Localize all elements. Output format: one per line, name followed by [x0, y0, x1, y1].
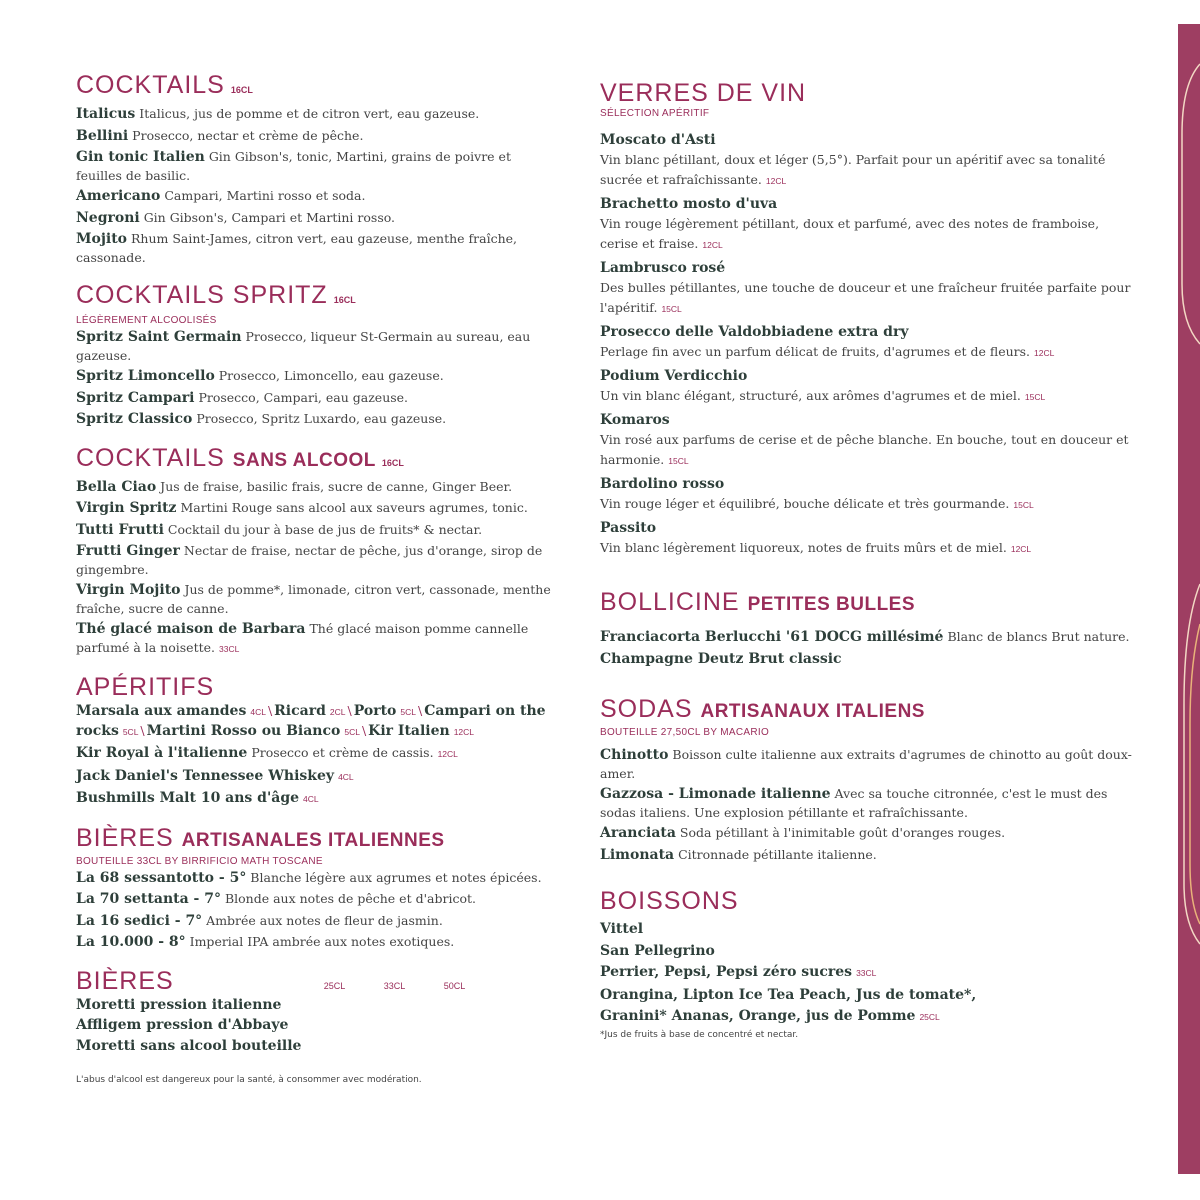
item-name: Affligem pression d'Abbaye: [76, 1017, 289, 1033]
item-name: Thé glacé maison de Barbara: [76, 621, 306, 637]
section-aperitifs: [76, 672, 556, 809]
list-item: [600, 1007, 1140, 1027]
section-vins: [600, 78, 1140, 557]
item-description: Rhum Saint-James, citron vert, eau gazeuse, menthe fraîche, cassonade.: [76, 231, 518, 265]
wine-description: Vin rouge léger et équilibré, bouche délicate et très gourmande.: [600, 496, 1010, 511]
list-item: [76, 581, 556, 617]
wine-item: [600, 131, 1140, 189]
wine-description: Des bulles pétillantes, une touche de douceur et une fraîcheur fruitée parfaite pour l'apéritif.: [600, 280, 1131, 315]
item-volume: 12CL: [453, 726, 475, 737]
list-item: [76, 912, 556, 931]
section-title: BOLLICINE PETITES BULLES: [600, 588, 916, 616]
wine-volume: 12CL: [1010, 544, 1032, 554]
item-description: Soda pétillant à l'inimitable goût d'oranges rouges.: [675, 825, 1006, 840]
list-item: Bushmills Malt 10 ans d'âge 4CL: [76, 790, 319, 806]
wine-volume: 15CL: [661, 304, 682, 314]
beer-header: [76, 966, 556, 996]
list-item: [76, 933, 556, 952]
right-column: [600, 78, 1140, 1054]
item-description: Prosecco, Limoncello, eau gazeuse.: [214, 368, 444, 383]
item-name: Spritz Saint Germain: [76, 329, 242, 345]
list-item: [76, 209, 556, 228]
item-name: Porto: [353, 703, 397, 719]
wine-item: [600, 323, 1140, 361]
section-title: SODAS ARTISANAUX ITALIENS: [600, 695, 925, 723]
list-item: [76, 148, 556, 184]
wine-name: Brachetto mosto d'uva: [600, 196, 778, 212]
list-item: [76, 410, 556, 429]
item-name: Virgin Spritz: [76, 500, 177, 516]
item-volume: 5CL: [122, 726, 139, 737]
list-item: [76, 620, 556, 658]
item-name: Bellini: [76, 127, 129, 144]
section-subtitle: SÉLECTION APÉRITIF: [600, 108, 710, 119]
item-name: Moretti sans alcool bouteille: [76, 1037, 302, 1054]
item-name: Gin tonic Italien: [76, 149, 205, 165]
wine-item: [600, 367, 1140, 405]
item-volume: 5CL: [344, 726, 360, 737]
list-item: [76, 230, 556, 266]
list-item: Jack Daniel's Tennessee Whiskey 4CL: [76, 767, 354, 784]
section-subtitle: LÉGÈREMENT ALCOOLISÉS: [76, 315, 217, 326]
item-name: Aranciata: [600, 825, 676, 841]
wine-item: [600, 411, 1140, 469]
list-item: [600, 628, 1140, 647]
item-name: Limonata: [600, 846, 675, 863]
wine-name: Lambrusco rosé: [600, 260, 726, 276]
wine-volume: 15CL: [1024, 392, 1046, 402]
section-bieres: [76, 966, 556, 1056]
wine-name: Passito: [600, 520, 657, 536]
item-name: Spritz Campari: [76, 389, 195, 406]
item-name: Americano: [76, 188, 161, 204]
alcohol-warning: L'abus d'alcool est dangereux pour la santé, à consommer avec modération.: [76, 1075, 422, 1085]
item-name: Campari on the rocks: [76, 703, 546, 739]
decorative-lines-icon: [1178, 24, 1200, 1174]
item-description: Blonde aux notes de pêche et d'abricot.: [220, 891, 476, 906]
wine-volume: 15CL: [1013, 500, 1034, 510]
list-item: [600, 920, 1140, 939]
item-volume: 2CL: [329, 707, 346, 717]
item-name: Tutti Frutti: [76, 521, 164, 538]
item-volume: 5CL: [400, 707, 416, 717]
item-name: Kir Italien: [368, 722, 450, 739]
item-name: Bella Ciao: [76, 478, 157, 495]
list-item: [600, 785, 1140, 821]
list-item: [76, 996, 556, 1015]
list-item: [600, 846, 1140, 865]
list-item: [76, 869, 556, 888]
wine-description: Vin blanc pétillant, doux et léger (5,5°). Parfait pour un apéritif avec sa tonalité sucrée et rafraîchissante.: [600, 152, 1106, 187]
section-sans-alcool: [76, 443, 556, 659]
item-name: Orangina, Lipton Ice Tea Peach, Jus de tomate*,: [600, 986, 977, 1003]
list-item: [76, 499, 556, 518]
section-bieres-artisanales: [76, 823, 556, 952]
list-item: [76, 478, 556, 497]
item-description: Blanc de blancs Brut nature.: [943, 629, 1130, 644]
list-item: [76, 890, 556, 909]
section-subtitle: BOUTEILLE 27,50CL BY MACARIO: [600, 727, 770, 738]
section-title: APÉRITIFS: [76, 673, 215, 701]
item-description: Boisson culte italienne aux extraits d'agrumes de chinotto au goût doux-amer.: [600, 747, 1132, 781]
list-item: [600, 650, 1140, 669]
beer-size-columns: [324, 981, 504, 991]
wine-item: [600, 259, 1140, 317]
wine-name: Podium Verdicchio: [600, 368, 748, 384]
item-description: Campari, Martini rosso et soda.: [160, 188, 366, 203]
section-title: COCKTAILS 16CL: [76, 71, 253, 99]
item-name: Ricard: [274, 703, 326, 719]
item-description: Prosecco, Campari, eau gazeuse.: [194, 389, 409, 405]
separator: \: [267, 703, 273, 718]
wine-item: [600, 519, 1140, 557]
item-name: Franciacorta Berlucchi '61 DOCG millésimé: [600, 629, 944, 645]
list-item: [600, 942, 1140, 961]
item-name: Spritz Classico: [76, 411, 193, 427]
item-description: Imperial IPA ambrée aux notes exotiques.: [185, 934, 455, 949]
item-name: Frutti Ginger: [76, 543, 180, 559]
section-title: BIÈRES ARTISANALES ITALIENNES: [76, 823, 445, 852]
wine-name: Komaros: [600, 412, 670, 428]
item-description: Italicus, jus de pomme et de citron vert, eau gazeuse.: [135, 106, 480, 121]
section-title: VERRES DE VIN: [600, 79, 807, 107]
item-name: Gazzosa - Limonade italienne: [600, 786, 831, 802]
wine-name: Bardolino rosso: [600, 476, 725, 492]
separator: \: [417, 703, 423, 718]
wine-volume: 12CL: [702, 240, 723, 250]
decorative-band: [1178, 24, 1200, 1174]
item-description: Gin Gibson's, tonic, Martini, grains de poivre et feuilles de basilic.: [76, 149, 511, 183]
item-description: Cocktail du jour à base de jus de fruits* & nectar.: [163, 521, 483, 537]
beer-size-label: 33CL: [383, 980, 406, 991]
list-item: [76, 367, 556, 386]
wine-name: Moscato d'Asti: [600, 132, 716, 148]
wine-name: Prosecco delle Valdobbiadene extra dry: [600, 324, 909, 340]
item-volume: 33CL: [856, 968, 877, 978]
item-name: Vittel: [600, 921, 644, 937]
wine-description: Vin rosé aux parfums de cerise et de pêche blanche. En bouche, tout en douceur et harmonie.: [600, 432, 1129, 467]
separator: \: [361, 722, 367, 738]
section-cocktails: [76, 70, 556, 266]
list-item: [600, 824, 1140, 843]
separator: \: [140, 722, 145, 738]
wine-volume: 12CL: [765, 176, 787, 186]
item-description: Avec sa touche citronnée, c'est le must des sodas italiens. Une explosion pétillante et rafraîchissante.: [600, 786, 1108, 820]
separator: \: [347, 703, 352, 718]
item-name: Spritz Limoncello: [76, 368, 215, 384]
list-item: [76, 127, 556, 146]
list-item: [76, 328, 556, 364]
list-item: [76, 521, 556, 540]
list-item: [600, 746, 1140, 782]
item-description: Jus de pomme*, limonade, citron vert, cassonade, menthe fraîche, sucre de canne.: [76, 582, 551, 616]
section-sodas: [600, 694, 1140, 864]
section-title: COCKTAILS SPRITZ 16CL: [76, 281, 356, 309]
item-name: Champagne Deutz Brut classic: [600, 650, 842, 667]
list-item: [76, 105, 556, 124]
juice-footnote: *Jus de fruits à base de concentré et nectar.: [600, 1029, 799, 1040]
wine-volume: 12CL: [1034, 348, 1055, 358]
item-name: La 10.000 - 8°: [76, 934, 186, 950]
list-item: [600, 986, 1140, 1005]
list-item: [76, 389, 556, 408]
item-name: Marsala aux amandes: [76, 703, 247, 719]
list-item: Kir Royal à l'italienne Prosecco et crème de cassis. 12CL: [76, 745, 458, 761]
item-description: Blanche légère aux agrumes et notes épicées.: [246, 869, 542, 885]
item-name: San Pellegrino: [600, 942, 715, 959]
item-volume: 4CL: [250, 707, 266, 717]
aperitif-line: [76, 702, 556, 741]
item-name: Chinotto: [600, 747, 669, 763]
section-subtitle: BOUTEILLE 33CL BY BIRRIFICIO MATH TOSCANE: [76, 855, 323, 867]
wine-description: Vin blanc légèrement liquoreux, notes de fruits mûrs et de miel.: [600, 540, 1007, 555]
item-description: Thé glacé maison pomme cannelle parfumé à la noisette.: [76, 621, 529, 655]
section-spritz: [76, 280, 556, 429]
list-item: [76, 1016, 556, 1035]
item-volume: 25CL: [919, 1012, 940, 1022]
item-name: Martini Rosso ou Bianco: [146, 722, 341, 739]
item-description: Martini Rouge sans alcool aux saveurs agrumes, tonic.: [176, 500, 528, 515]
item-name: Perrier, Pepsi, Pepsi zéro sucres: [600, 964, 853, 980]
item-description: Nectar de fraise, nectar de pêche, jus d'orange, sirop de gingembre.: [76, 543, 543, 577]
item-name: Mojito: [76, 231, 128, 247]
wine-volume: 15CL: [668, 456, 689, 466]
item-description: Prosecco, Spritz Luxardo, eau gazeuse.: [192, 411, 447, 426]
wine-description: Perlage fin avec un parfum délicat de fruits, d'agrumes et de fleurs.: [600, 344, 1031, 359]
item-description: Jus de fraise, basilic frais, sucre de canne, Ginger Beer.: [156, 478, 513, 494]
left-column: [76, 70, 556, 1094]
list-item: [600, 963, 1140, 983]
list-item: [76, 187, 556, 206]
list-item: [76, 542, 556, 578]
beer-size-label: 50CL: [443, 980, 466, 991]
item-name: La 68 sessantotto - 5°: [76, 869, 247, 886]
item-name: Virgin Mojito: [76, 582, 181, 598]
list-item: [76, 1037, 556, 1056]
section-bollicine: [600, 587, 1140, 668]
section-title: BIÈRES: [76, 966, 174, 995]
item-description: Citronnade pétillante italienne.: [674, 846, 877, 862]
item-description: Prosecco, nectar et crème de pêche.: [128, 127, 364, 143]
section-boissons: [600, 886, 1140, 1040]
item-volume: 33CL: [218, 643, 240, 654]
item-description: Prosecco, liqueur St-Germain au sureau, eau gazeuse.: [76, 329, 531, 363]
wine-item: [600, 475, 1140, 513]
item-name: Negroni: [76, 209, 140, 226]
wine-description: Vin rouge légèrement pétillant, doux et parfumé, avec des notes de framboise, cerise et fraise.: [600, 216, 1100, 251]
section-title: COCKTAILS SANS ALCOOL 16CL: [76, 443, 404, 472]
wine-description: Un vin blanc élégant, structuré, aux arômes d'agrumes et de miel.: [600, 388, 1021, 403]
beer-size-label: 25CL: [323, 980, 346, 991]
item-name: La 16 sedici - 7°: [76, 912, 203, 929]
item-description: Ambrée aux notes de fleur de jasmin.: [202, 912, 443, 928]
item-description: Gin Gibson's, Campari et Martini rosso.: [139, 209, 396, 225]
section-title: BOISSONS: [600, 887, 739, 915]
item-name: Granini* Ananas, Orange, jus de Pomme: [600, 1008, 916, 1024]
item-name: Moretti pression italienne: [76, 996, 282, 1013]
item-name: Italicus: [76, 106, 136, 122]
wine-item: [600, 195, 1140, 253]
item-name: La 70 settanta - 7°: [76, 891, 221, 907]
